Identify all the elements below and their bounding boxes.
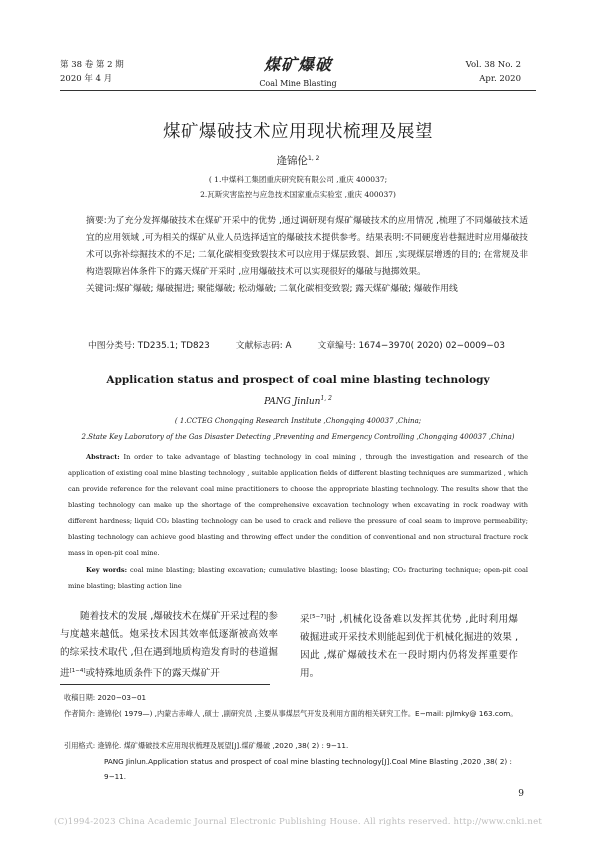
keywords-text-en: coal mine blasting; blasting excavation; cumulative blasting; loose blasting; CO₂ fracturing technique; open-pit coal mine blasting; blasting action line <box>68 566 528 590</box>
clc-number: 中图分类号: TD235.1; TD823 <box>88 341 210 351</box>
issue-date: 2020 年 4 月 <box>60 74 113 84</box>
abstract-en <box>68 449 528 561</box>
keywords-en <box>68 562 528 594</box>
affiliation-1: ( 1.中煤科工集团重庆研究院有限公司 ,重庆 400037; <box>208 175 388 184</box>
copyright-footer: (C)1994-2023 China Academic Journal Electronic Publishing House. All rights reserved. http://www.cnki.net <box>54 817 542 827</box>
journal-logo: 煤矿爆破 <box>263 55 332 74</box>
volume-issue: 第 38 卷 第 2 期 <box>60 60 124 70</box>
keywords-text: 煤矿爆破; 爆破掘进; 聚能爆破; 松动爆破; 二氧化碳相变致裂; 露天煤矿爆破; 爆破作用线 <box>115 284 458 294</box>
author-affil-sup: 1, 2 <box>308 155 320 162</box>
footnote-rule <box>60 684 270 685</box>
volume-issue-en: Vol. 38 No. 2 <box>465 60 521 70</box>
keywords-label-en: Key words: <box>86 566 128 574</box>
abstract-text-en: In order to take advantage of blasting technology in coal mining , through the investigation and research of the application of existing coal mine blasting technology , suitable application fields of different blasting techniques are summarized , which can provide reference for the relevant coal mine practitioners to choose the appropriate blasting technology. The results show that the blasting technology can make up the shortage of the comprehensive excavation technology when excavating in rock roadway with different hardness; liquid CO₂ blasting technology can be used to crack and relieve the pressure of coal seam to improve permeability; blasting technology can achieve good blasting and throwing effect under the condition of conventional and non structural fracture rock mass in open-pit coal mine. <box>68 453 528 557</box>
affiliations-en <box>0 413 596 445</box>
header-rule <box>60 90 536 91</box>
footnote-received: 收稿日期: 2020−03−01 <box>64 693 147 702</box>
header-right <box>466 58 521 86</box>
issue-date-en: Apr. 2020 <box>479 74 521 84</box>
page-number: 9 <box>518 789 524 799</box>
author-cn <box>0 153 596 168</box>
classification-row <box>88 338 528 351</box>
abstract-cn <box>68 213 528 298</box>
body-text-right-a: 采 <box>300 614 310 625</box>
title-en: Application status and prospect of coal mine blasting technology <box>106 374 490 386</box>
author-name-en: PANG Jinlun <box>264 397 321 407</box>
affiliation-en-1: ( 1.CCTEG Chongqing Research Institute ,Chongqing 400037 ,China; <box>174 417 422 425</box>
abstract-text: 为了充分发挥爆破技术在煤矿开采中的优势 ,通过调研现有煤矿爆破技术的应用情况 ,梳理了不同爆破技术适宜的应用领域 ,可为相关的煤矿从业人员选择适宜的爆破技术提供参考。 <box>86 216 528 243</box>
body-text-left-a: 随着技术的发展 ,爆破技术在煤矿开采过程的参与度越来越低。炮采技术因其效率低逐渐被高效率的综采技术取代 ,但在遇到地质构造发育时的巷道掘进 <box>60 611 278 679</box>
citation-ref[interactable]: [1−4] <box>69 668 86 674</box>
body-column-right <box>300 608 518 683</box>
body-column-left <box>60 608 278 683</box>
body-text-right-b: 时 ,机械化设备难以发挥其优势 ,此时利用爆破掘进或开采技术则能起到优于机械化掘进的效果 ,因此 ,煤矿爆破技术在一段时期内仍将发挥重要作用。 <box>300 614 519 679</box>
citation-ref[interactable]: [5−7] <box>309 614 326 620</box>
title-cn: 煤矿爆破技术应用现状梳理及展望 <box>163 122 433 142</box>
author-affil-sup-en: 1, 2 <box>320 395 332 402</box>
article-number: 文章编号: 1674−3970( 2020) 02−0009−03 <box>317 341 506 351</box>
author-en <box>0 395 596 407</box>
abstract-label-en: Abstract: <box>86 453 120 461</box>
affiliations-cn <box>0 172 596 202</box>
document-code: 文献标志码: A <box>235 341 292 351</box>
results-text: 不同硬度岩巷掘进时应用爆破技术可以弥补综掘技术的不足; 二氧化碳相变致裂技术可以应用于煤层致裂、卸压 ,实现煤层增透的目的; 在常规及非构造裂隙岩体条件下的露天煤矿开采时 ,应用爆破技术可以实现很好的爆破与抛掷效果。 <box>86 233 528 277</box>
journal-name-en: Coal Mine Blasting <box>259 79 337 88</box>
footnote-author-bio: 作者简介: 逄锦伦( 1979—) ,内蒙古赤峰人 ,硕士 ,副研究员 ,主要从事煤层气开发及利用方面的相关研究工作。E−mail: pjlmky@ 163.com。 <box>64 709 518 718</box>
author-name: 逄锦伦 <box>276 155 309 167</box>
footnote-citation-cn: 引用格式: 逄锦伦. 煤矿爆破技术应用现状梳理及展望[J].煤矿爆破 ,2020 ,38( 2) : 9−11. <box>64 741 349 750</box>
abstract-label: 摘要: <box>86 216 107 226</box>
affiliation-2: 2.瓦斯灾害监控与应急技术国家重点实验室 ,重庆 400037) <box>200 190 396 199</box>
results-label: 结果表明: <box>365 233 405 243</box>
keywords-paragraph <box>68 281 528 298</box>
affiliation-en-2: 2.State Key Laboratory of the Gas Disaster Detecting ,Preventing and Emergency Controlling ,Chongqing 400037 ,China) <box>81 433 515 441</box>
footnote-citation-en: PANG Jinlun.Application status and prospect of coal mine blasting technology[J].Coal Mine Blasting ,2020 ,38( 2) : 9−11. <box>104 757 512 781</box>
body-text-left-b: 或特殊地质条件下的露天煤矿开 <box>85 668 220 679</box>
keywords-label: 关键词: <box>86 284 116 294</box>
abstract-paragraph <box>68 213 528 281</box>
